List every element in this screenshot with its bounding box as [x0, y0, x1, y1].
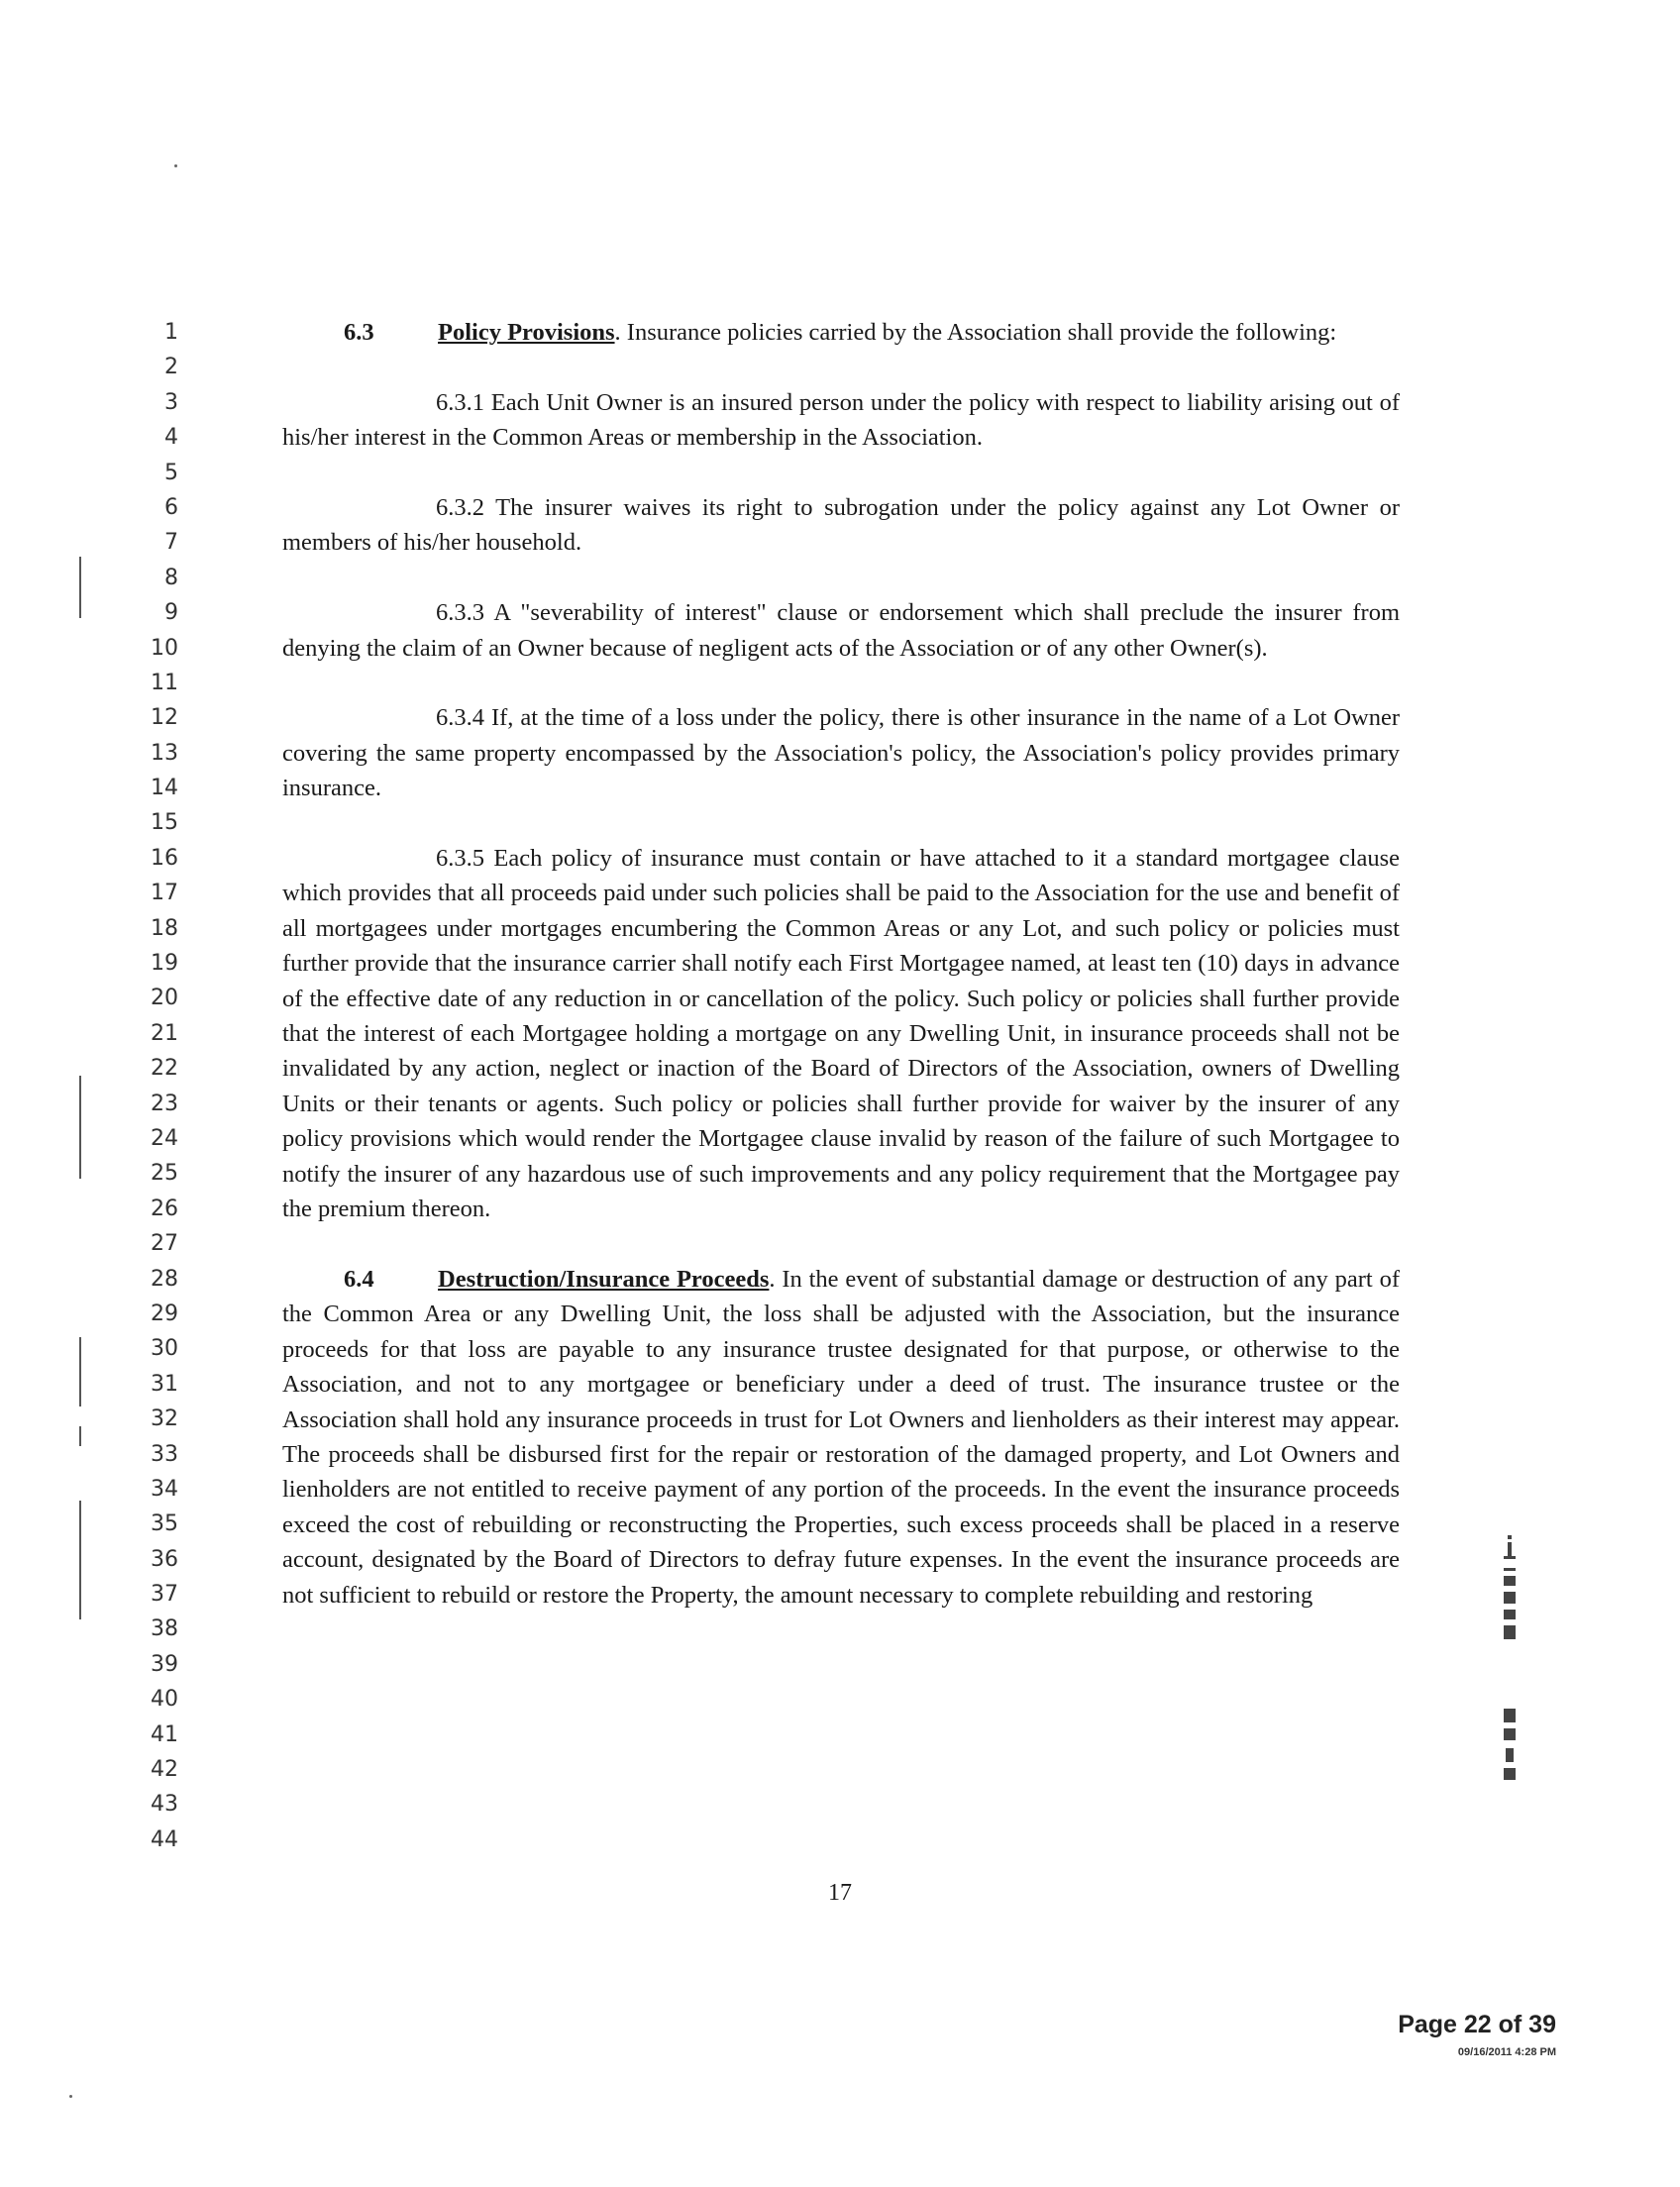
line-number: 42 [151, 1757, 178, 1783]
line-number: 33 [151, 1441, 178, 1467]
section-text: . In the event of substantial damage or destruction of any part of the Common Area or any Dwelling Unit, the loss shall be adjusted with the Association, but the insurance proceeds for that loss are payable to any insurance trustee designated for that purpose, or otherwise to the Association, and not to any mortgagee or beneficiary under a deed of trust. The insurance trustee or the Association shall hold any insurance proceeds in trust for Lot Owners and lienholders as their interest may appear. The proceeds shall be disbursed first for the repair or restoration of the damaged property, and Lot Owners and lienholders are not entitled to receive payment of any portion of the proceeds. In the event the insurance proceeds exceed the cost of rebuilding or reconstructing the Properties, such excess proceeds shall be placed in a reserve account, designated by the Board of Directors to defray future expenses. In the event the insurance proceeds are not sufficient to rebuild or restore the Property, the amount necessary to complete rebuilding and restoring [282, 1265, 1400, 1609]
scan-margin-mark [79, 1337, 81, 1406]
line-number: 17 [151, 881, 178, 906]
section-heading: Destruction/Insurance Proceeds [438, 1265, 770, 1293]
section-text: . Insurance policies carried by the Association shall provide the following: [614, 319, 1337, 346]
line-number: 1 [164, 320, 178, 345]
line-number: 16 [151, 845, 178, 871]
section-heading: Policy Provisions [438, 319, 615, 346]
scan-margin-mark [79, 1076, 81, 1179]
line-number: 26 [151, 1196, 178, 1221]
line-number: 29 [151, 1301, 178, 1326]
line-number: 37 [151, 1582, 178, 1608]
line-number: 40 [151, 1687, 178, 1713]
line-number: 38 [151, 1616, 178, 1642]
footer-page-label: Page 22 of 39 [1398, 2011, 1556, 2038]
line-number: 18 [151, 915, 178, 941]
section-6-3-3: 6.3.3 A "severability of interest" clause or endorsement which shall preclude the insurer from denying the claim of an Owner because of negligent acts of the Association or of any other Owner(s). [282, 599, 1400, 662]
section-6-4 [282, 1262, 1400, 1613]
line-number: 24 [151, 1125, 178, 1151]
line-number: 35 [151, 1511, 178, 1537]
line-number: 21 [151, 1020, 178, 1046]
line-number: 32 [151, 1406, 178, 1432]
line-number: 41 [151, 1721, 178, 1747]
line-number: 14 [151, 776, 178, 801]
line-number: 9 [164, 600, 178, 626]
line-number: 36 [151, 1546, 178, 1572]
footer-timestamp: 09/16/2011 4:28 PM [1457, 2046, 1556, 2058]
line-number: 8 [164, 565, 178, 590]
line-number: 11 [151, 670, 178, 695]
line-number: 2 [164, 355, 178, 380]
section-6-3-5: 6.3.5 Each policy of insurance must contain or have attached to it a standard mortgagee clause which provides that all proceeds paid under such policies shall be paid to the Association for the use and benefit of all mortgagees under mortgages encumbering the Common Areas or any Lot, and such policy or policies must further provide that the insurance carrier shall notify each First Mortgagee named, at least ten (10) days in advance of the effective date of any reduction in or cancellation of the policy. Such policy or policies shall further provide that the interest of each Mortgagee holding a mortgage on any Dwelling Unit, in insurance proceeds shall not be invalidated by any action, neglect or inaction of the Board of Directors of the Association, owners of Dwelling Units or their tenants or agents. Such policy or policies shall further provide for waiver by the insurer of any policy provisions which would render the Mortgagee clause invalid by reason of the failure of such Mortgagee to notify the insurer of any hazardous use of such improvements and any policy requirement that the Mortgagee pay the premium thereon. [282, 845, 1400, 1223]
scan-speck [174, 164, 177, 167]
line-number: 19 [151, 951, 178, 977]
line-number: 22 [151, 1056, 178, 1082]
line-number-column [119, 315, 178, 1857]
section-number: 6.4 [344, 1265, 374, 1293]
section-6-3 [282, 315, 1400, 350]
line-number: 30 [151, 1336, 178, 1362]
document-body [282, 315, 1400, 1613]
section-6-3-1: 6.3.1 Each Unit Owner is an insured person under the policy with respect to liability arising out of his/her interest in the Common Areas or membership in the Association. [282, 388, 1400, 452]
line-number: 4 [164, 425, 178, 451]
line-number: 44 [151, 1826, 178, 1852]
line-number: 20 [151, 986, 178, 1011]
line-number: 27 [151, 1231, 178, 1257]
section-6-3-2: 6.3.2 The insurer waives its right to subrogation under the policy against any Lot Owner or members of his/her household. [282, 494, 1400, 557]
line-number: 23 [151, 1091, 178, 1116]
line-number: 10 [151, 635, 178, 661]
line-number: 31 [151, 1371, 178, 1397]
line-number: 28 [151, 1266, 178, 1292]
line-number: 43 [151, 1792, 178, 1818]
scan-margin-mark [79, 1501, 81, 1619]
line-number: 12 [151, 705, 178, 731]
line-number: 7 [164, 530, 178, 556]
section-number: 6.3 [344, 319, 374, 346]
line-number: 34 [151, 1476, 178, 1502]
section-6-3-4: 6.3.4 If, at the time of a loss under the policy, there is other insurance in the name of a Lot Owner covering the same property encompassed by the Association's policy, the Association's policy provides primary insurance. [282, 704, 1400, 802]
line-number: 6 [164, 494, 178, 520]
scan-margin-mark [79, 557, 81, 618]
recording-stamp-graphic [1491, 1530, 1530, 1857]
line-number: 13 [151, 740, 178, 766]
line-number: 25 [151, 1161, 178, 1187]
line-number: 5 [164, 460, 178, 485]
line-number: 39 [151, 1651, 178, 1677]
scan-speck [69, 2095, 72, 2098]
line-number: 3 [164, 389, 178, 415]
line-number: 15 [151, 810, 178, 836]
page-number: 17 [828, 1880, 852, 1906]
scan-margin-mark [79, 1426, 81, 1446]
recording-stamp-image [1491, 1530, 1530, 1857]
